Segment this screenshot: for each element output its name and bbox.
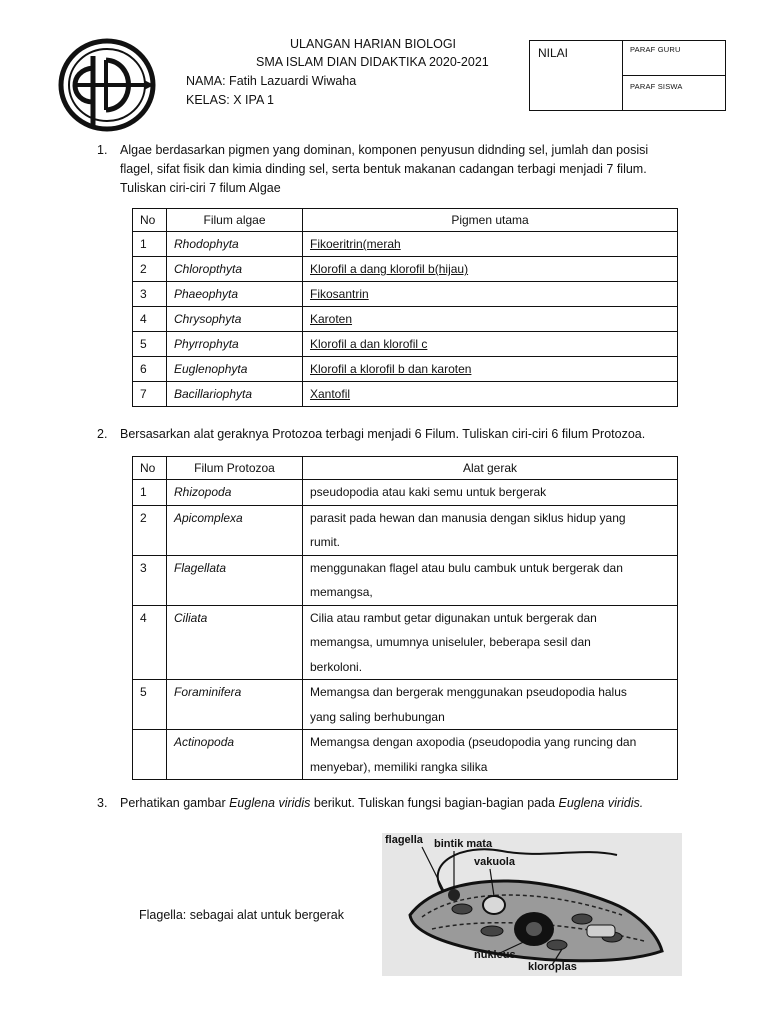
row-alat-gerak xyxy=(303,480,678,506)
row-filum: Flagellata xyxy=(167,555,303,605)
row-pigmen: Klorofil a dang klorofil b(hijau) xyxy=(303,257,678,282)
row-no: 5 xyxy=(133,680,167,730)
row-line: menggunakan flagel atau bulu cambuk untuk bergerak dan xyxy=(310,560,623,575)
table-header-row xyxy=(133,209,678,232)
table-row xyxy=(133,282,678,307)
table-row xyxy=(133,680,678,730)
row-alat-gerak xyxy=(303,605,678,680)
header-alat-gerak: Alat gerak xyxy=(303,457,678,480)
label-kloroplas: kloroplas xyxy=(528,961,577,973)
q3-text xyxy=(120,793,643,814)
q3-text-a: Perhatikan gambar xyxy=(120,796,230,810)
header-filum: Filum Protozoa xyxy=(167,457,303,480)
row-filum: Chloropthyta xyxy=(167,257,303,282)
table-row xyxy=(133,307,678,332)
row-no: 6 xyxy=(133,357,167,382)
row-pigmen: Fikoeritrin(merah xyxy=(303,232,678,257)
q1-text-line3: Tuliskan ciri-ciri 7 filum Algae xyxy=(120,181,281,195)
q3-text-b: berikut. Tuliskan fungsi bagian-bagian pada xyxy=(310,796,559,810)
row-no: 2 xyxy=(133,257,167,282)
exam-title: ULANGAN HARIAN BIOLOGI xyxy=(290,37,457,51)
label-bintik-mata: bintik mata xyxy=(434,838,493,850)
table-header-row xyxy=(133,457,678,480)
nilai-label: NILAI xyxy=(538,46,569,60)
table-row xyxy=(133,382,678,407)
row-filum: Euglenophyta xyxy=(167,357,303,382)
q1-text-line1: Algae berdasarkan pigmen yang dominan, komponen penyusun didnding sel, jumlah dan posisi xyxy=(120,143,649,157)
row-line: rumit. xyxy=(310,535,340,549)
q3-species-a: Euglena viridis xyxy=(229,796,311,810)
label-nukleus: nukleus xyxy=(474,949,516,961)
paraf-guru-label: PARAF GURU xyxy=(630,45,681,54)
header-pigmen: Pigmen utama xyxy=(303,209,678,232)
q2-number: 2. xyxy=(97,427,108,441)
row-line: pseudopodia atau kaki semu untuk bergerak xyxy=(310,485,547,499)
row-pigmen: Klorofil a klorofil b dan karoten xyxy=(303,357,678,382)
table-row xyxy=(133,480,678,506)
row-line: memangsa, xyxy=(310,585,373,599)
row-line: menyebar), memiliki rangka silika xyxy=(310,759,488,774)
q3-answer: Flagella: sebagai alat untuk bergerak xyxy=(139,908,344,922)
row-filum: Rhizopoda xyxy=(167,480,303,506)
row-no: 5 xyxy=(133,332,167,357)
row-no: 2 xyxy=(133,505,167,555)
row-line: Cilia atau rambut getar digunakan untuk bergerak dan xyxy=(310,610,597,625)
q1-text-line2: flagel, sifat fisik dan kimia dinding sel, serta bentuk makanan cadangan terbagi menjadi 7 filum. xyxy=(120,162,647,176)
row-filum: Foraminifera xyxy=(167,680,303,730)
table-row xyxy=(133,332,678,357)
row-no: 1 xyxy=(133,232,167,257)
header-no: No xyxy=(133,209,167,232)
row-alat-gerak xyxy=(303,680,678,730)
table-row xyxy=(133,232,678,257)
euglena-figure xyxy=(382,833,682,976)
table-row xyxy=(133,730,678,780)
row-line: yang saling berhubungan xyxy=(310,709,445,724)
score-box-divider-h xyxy=(622,75,725,76)
row-line: parasit pada hewan dan manusia dengan siklus hidup yang xyxy=(310,510,626,525)
row-alat-gerak xyxy=(303,730,678,780)
protozoa-table xyxy=(132,456,678,780)
row-no: 3 xyxy=(133,282,167,307)
header-filum: Filum algae xyxy=(167,209,303,232)
q2-text: Bersasarkan alat geraknya Protozoa terbagi menjadi 6 Filum. Tuliskan ciri-ciri 6 filum Protozoa. xyxy=(120,427,646,441)
row-no: 1 xyxy=(133,480,167,506)
row-line: berkoloni. xyxy=(310,659,363,674)
row-line: memangsa, umumnya uniseluler, beberapa sesil dan xyxy=(310,635,591,649)
label-flagella: flagella xyxy=(385,834,423,846)
q1-number: 1. xyxy=(97,143,108,157)
row-filum: Phyrrophyta xyxy=(167,332,303,357)
student-name: NAMA: Fatih Lazuardi Wiwaha xyxy=(186,74,357,88)
row-no: 7 xyxy=(133,382,167,407)
row-alat-gerak xyxy=(303,555,678,605)
row-filum: Ciliata xyxy=(167,605,303,680)
row-pigmen: Fikosantrin xyxy=(303,282,678,307)
q3-species-b: Euglena viridis. xyxy=(558,796,644,810)
table-row xyxy=(133,257,678,282)
row-alat-gerak xyxy=(303,505,678,555)
row-filum: Bacillariophyta xyxy=(167,382,303,407)
row-pigmen: Karoten xyxy=(303,307,678,332)
table-row xyxy=(133,605,678,680)
table-row xyxy=(133,357,678,382)
row-filum: Chrysophyta xyxy=(167,307,303,332)
row-pigmen: Xantofil xyxy=(303,382,678,407)
student-class: KELAS: X IPA 1 xyxy=(186,93,275,107)
row-no: 3 xyxy=(133,555,167,605)
row-filum: Rhodophyta xyxy=(167,232,303,257)
row-line: Memangsa dan bergerak menggunakan pseudopodia halus xyxy=(310,685,627,699)
row-no: 4 xyxy=(133,307,167,332)
euglena-illustration-icon xyxy=(382,833,682,976)
school-name: SMA ISLAM DIAN DIDAKTIKA 2020-2021 xyxy=(256,55,489,69)
row-no: 4 xyxy=(133,605,167,680)
row-filum: Phaeophyta xyxy=(167,282,303,307)
table-row xyxy=(133,505,678,555)
header-no: No xyxy=(133,457,167,480)
label-vakuola: vakuola xyxy=(474,856,515,868)
row-filum: Apicomplexa xyxy=(167,505,303,555)
q3-number: 3. xyxy=(97,796,108,810)
algae-table xyxy=(132,208,678,407)
table-row xyxy=(133,555,678,605)
row-pigmen: Klorofil a dan klorofil c xyxy=(303,332,678,357)
row-line: Memangsa dengan axopodia (pseudopodia yang runcing dan xyxy=(310,735,637,749)
school-logo-icon xyxy=(58,38,156,132)
row-no xyxy=(133,730,167,780)
row-filum: Actinopoda xyxy=(167,730,303,780)
paraf-siswa-label: PARAF SISWA xyxy=(630,82,683,91)
